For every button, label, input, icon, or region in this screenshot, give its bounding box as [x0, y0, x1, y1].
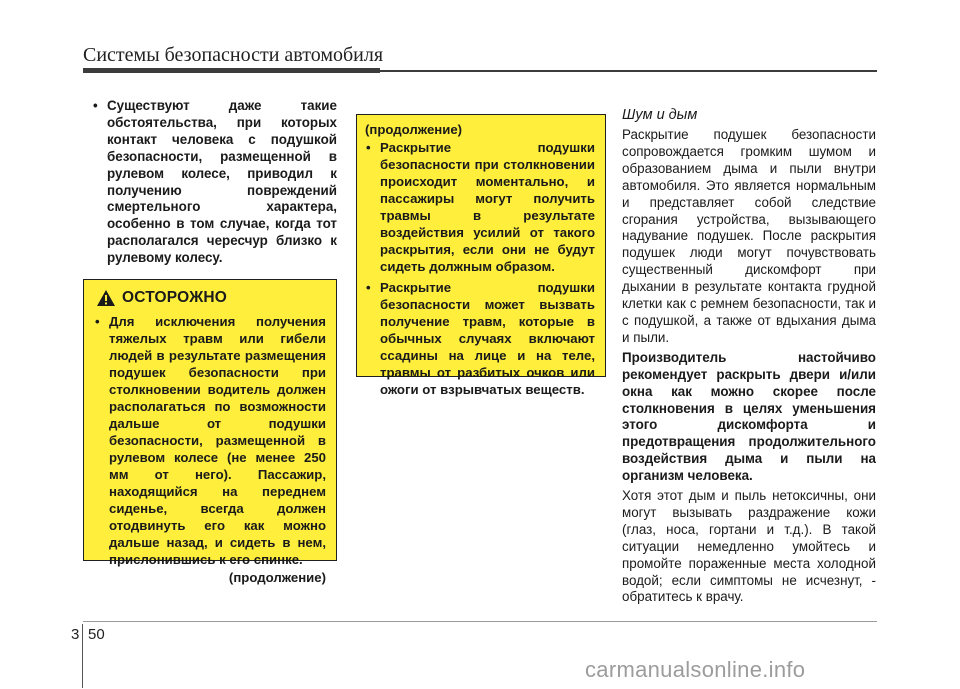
- paragraph-recommendation: Производитель настойчиво рекомендует раскрыть двери и/или окна как можно скорее после столкновения в целях уменьшения этого дискомфорта и предотвращения продолжительного воздействия дыма и пыли на организм человека.: [622, 349, 876, 484]
- continued-bullet-1: • Раскрытие подушки безопасности при столкновении происходит моментально, и пассажиры могут получить травмы в результате воздействия усилий от такого раскрытия, если они не будут сидеть должным образом.: [365, 139, 595, 275]
- continued-heading: (продолжение): [365, 122, 463, 137]
- warning-box: [83, 279, 337, 585]
- footer-rule: [83, 621, 877, 622]
- right-column: [622, 106, 876, 609]
- watermark: carmanualsonline.info: [585, 657, 806, 682]
- warning-title: ОСТОРОЖНО: [122, 289, 228, 306]
- header-rule-thin: [380, 70, 877, 72]
- left-column: [92, 98, 337, 267]
- page-number-separator: [82, 624, 83, 688]
- warning-triangle-icon: [96, 289, 116, 307]
- page-header-title: Системы безопасности автомобиля: [83, 44, 384, 66]
- continued-warning-box: [356, 114, 606, 397]
- warning-bullet: • Для исключения получения тяжелых травм или гибели людей в результате размещения подушек безопасности при столкновении водитель должен располагаться по возможности дальше от подушки безопасности, размещенной в рулевом колесе (не менее 250 мм от него). Пассажир, находящийся на переднем сиденье, всегда должен отодвинуть его как можно дальше назад, и сидеть в нем, прислонившись к его спинке.: [94, 313, 326, 568]
- header-rule-thick: [83, 68, 380, 73]
- paragraph-toxicity: Хотя этот дым и пыль нетоксичны, они могут вызывать раздражение кожи (глаз, носа, гортани и т.д.). В такой ситуации немедленно умойтесь и промойте пораженные места холодной водой; если симптомы не исчезнут, - обратитесь к врачу.: [622, 488, 876, 605]
- warning-header: [96, 287, 326, 309]
- section-heading-noise-smoke: Шум и дым: [622, 107, 698, 123]
- chapter-number: 3: [71, 626, 80, 643]
- continued-label: (продолжение): [228, 570, 326, 585]
- continued-bullet-2: • Раскрытие подушки безопасности может вызвать получение травм, которые в обычных случаях включают ссадины на лице и на теле, травмы от разбитых очков или ожоги от взрывчатых веществ.: [365, 279, 595, 398]
- page-number: 50: [88, 626, 105, 643]
- paragraph-noise: Раскрытие подушек безопасности сопровождается громким шумом и образованием дыма и пыли внутри автомобиля. Это является нормальным и представляет собой следствие сгорания устройства, вызывающего надувание подушек. После раскрытия подушек люди могут почувствовать существенный дискомфорт при дыхании в результате контакта грудной клетки как с ремнем безопасности, так и с подушкой, а также от вдыхания дыма и пыли.: [622, 127, 876, 345]
- bullet-paragraph: • Существуют даже такие обстоятельства, при которых контакт человека с подушкой безопасности, размещенной в рулевом колесе, приводил к получению повреждений смертельного характера, особенно в том случае, когда тот располагался чересчур близко к рулевому колесу.: [92, 98, 337, 267]
